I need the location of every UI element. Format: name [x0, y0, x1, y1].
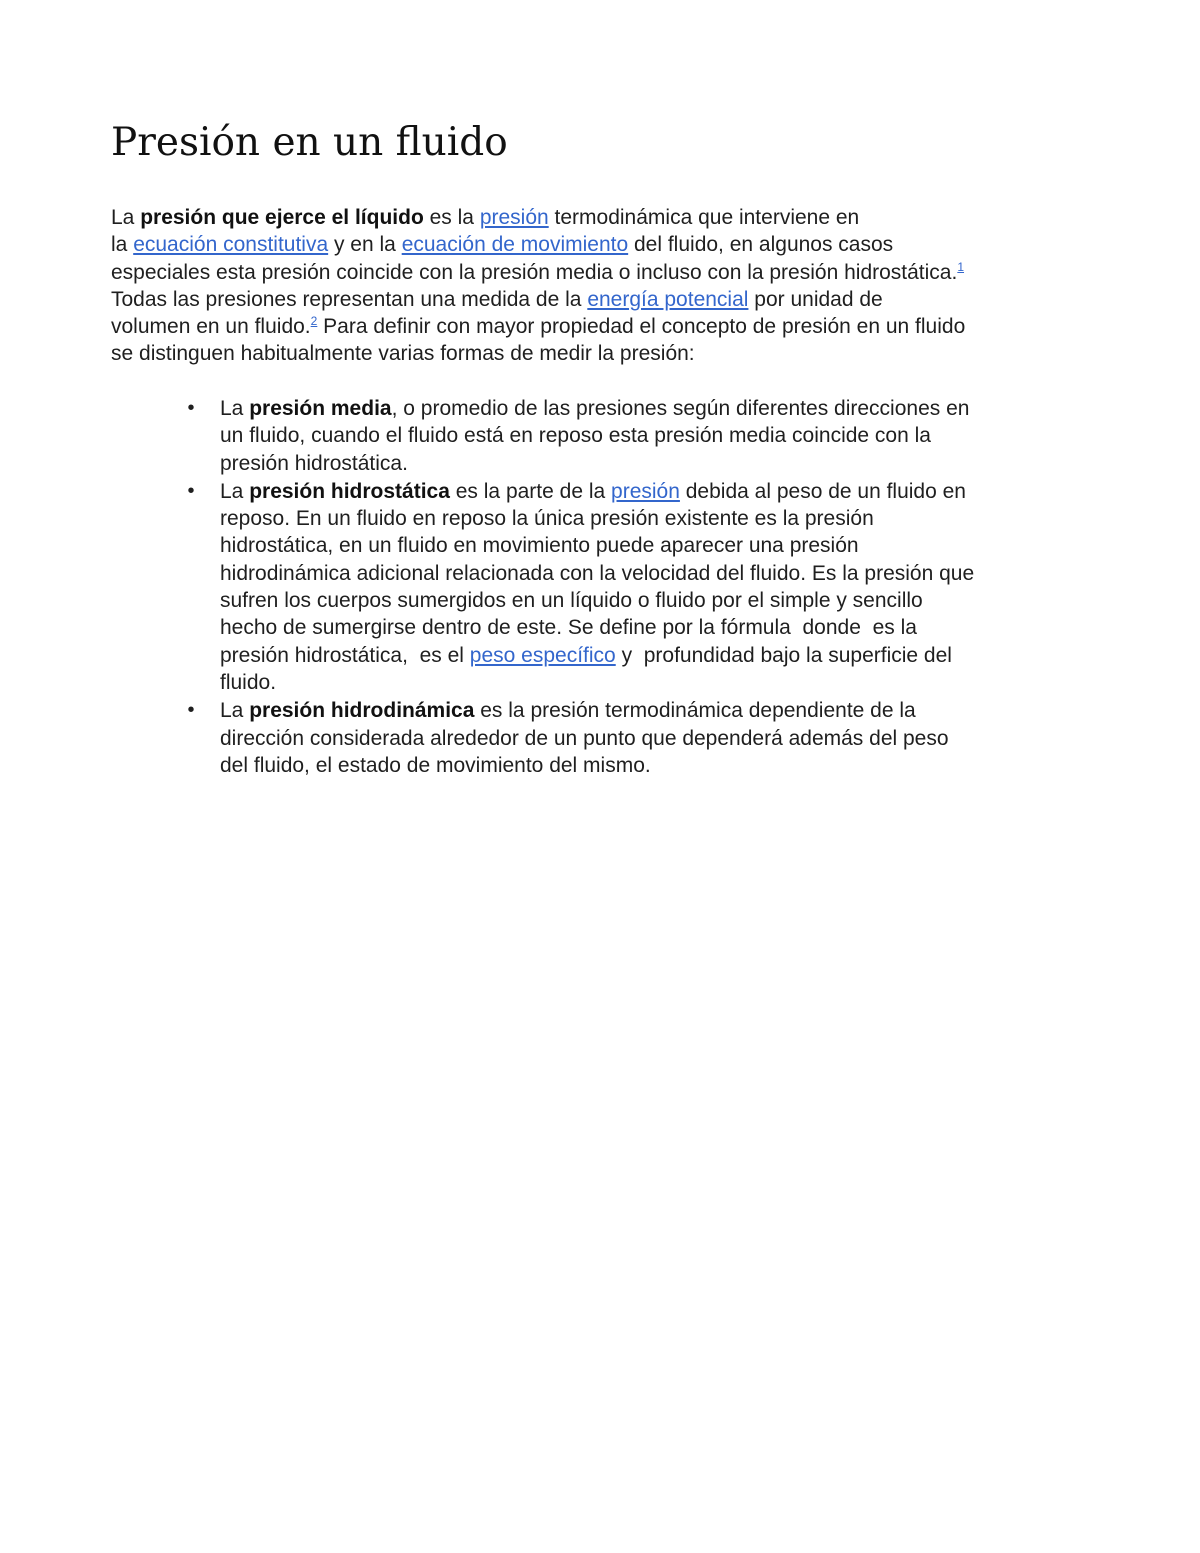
bold-term: presión hidrostática [249, 479, 450, 503]
intro-paragraph [111, 204, 1076, 368]
list-line: hidrostática, en un fluido en movimiento puede aparecer una presión [220, 534, 859, 558]
bullet-icon: • [187, 397, 195, 419]
link-energia-potencial[interactable]: energía potencial [587, 287, 749, 311]
text: especiales esta presión coincide con la presión media o incluso con la presión hidrostática. [111, 260, 958, 284]
text: es la parte de la [449, 479, 612, 503]
text: y en la [328, 233, 402, 257]
text: , o promedio de las presiones según diferentes direcciones en [391, 397, 970, 420]
list-line [220, 478, 1076, 505]
bold-term: presión que ejerce el líquido [140, 206, 424, 229]
text: termodinámica que interviene en [548, 206, 860, 229]
footnote-link-2[interactable]: 2 [310, 314, 318, 329]
text: es la [423, 206, 480, 229]
list-item-presion-hidrodinamica [111, 697, 1076, 779]
text: se distinguen habitualmente varias formas de medir la presión: [111, 342, 695, 366]
bullet-icon: • [187, 699, 195, 722]
link-ecuacion-de-movimiento[interactable]: ecuación de movimiento [401, 233, 629, 257]
text: La [220, 479, 250, 503]
bold-term: presión media [249, 397, 392, 420]
text: La [220, 699, 250, 723]
text: La [111, 206, 141, 229]
list-line: del fluido, el estado de movimiento del mismo. [220, 753, 651, 777]
list-line: presión hidrostática. [220, 451, 408, 475]
pressure-types-list [111, 395, 1076, 780]
intro-line [111, 204, 1076, 231]
list-line: reposo. En un fluido en reposo la única presión existente es la presión [220, 507, 874, 531]
list-line: un fluido, cuando el fluido está en reposo esta presión media coincide con la [220, 424, 931, 448]
footnote-link-1[interactable]: 1 [957, 259, 965, 274]
list-line [220, 642, 1076, 669]
link-presion[interactable]: presión [611, 479, 680, 503]
text: es la presión termodinámica dependiente de la [474, 699, 916, 723]
text: volumen en un fluido. [111, 315, 311, 339]
text: Para definir con mayor propiedad el concepto de presión en un fluido [317, 315, 966, 339]
list-line [220, 697, 1076, 724]
list-line: dirección considerada alrededor de un punto que dependerá además del peso [220, 726, 949, 750]
link-presion[interactable]: presión [479, 206, 549, 229]
list-line: fluido. [220, 670, 277, 694]
footnote-ref-1 [957, 260, 964, 274]
link-peso-especifico[interactable]: peso específico [469, 643, 616, 667]
text: del fluido, en algunos casos [628, 233, 894, 257]
text: Todas las presiones representan una medida de la [111, 287, 588, 311]
page-title: Presión en un fluido [111, 120, 508, 165]
intro-line [111, 340, 1076, 367]
text: debida al peso de un fluido en [679, 479, 966, 503]
link-ecuacion-constitutiva[interactable]: ecuación constitutiva [133, 233, 329, 257]
text: presión hidrostática, es el [220, 643, 470, 667]
list-line: hecho de sumergirse dentro de este. Se define por la fórmula donde es la [220, 616, 917, 640]
text: la [111, 233, 134, 257]
intro-line [111, 259, 1076, 286]
list-line: hidrodinámica adicional relacionada con la velocidad del fluido. Es la presión que [220, 561, 975, 585]
list-item-presion-media [111, 395, 1076, 477]
list-item-presion-hidrostatica [111, 478, 1076, 696]
text: por unidad de [748, 287, 883, 311]
intro-line [111, 231, 1076, 258]
bold-term: presión hidrodinámica [249, 699, 475, 723]
bullet-icon: • [187, 479, 195, 502]
list-line [220, 395, 1076, 422]
text: La [220, 397, 250, 420]
intro-line [111, 313, 1076, 340]
intro-line [111, 286, 1076, 313]
text: y profundidad bajo la superficie del [615, 643, 952, 667]
list-line: sufren los cuerpos sumergidos en un líquido o fluido por el simple y sencillo [220, 589, 923, 613]
